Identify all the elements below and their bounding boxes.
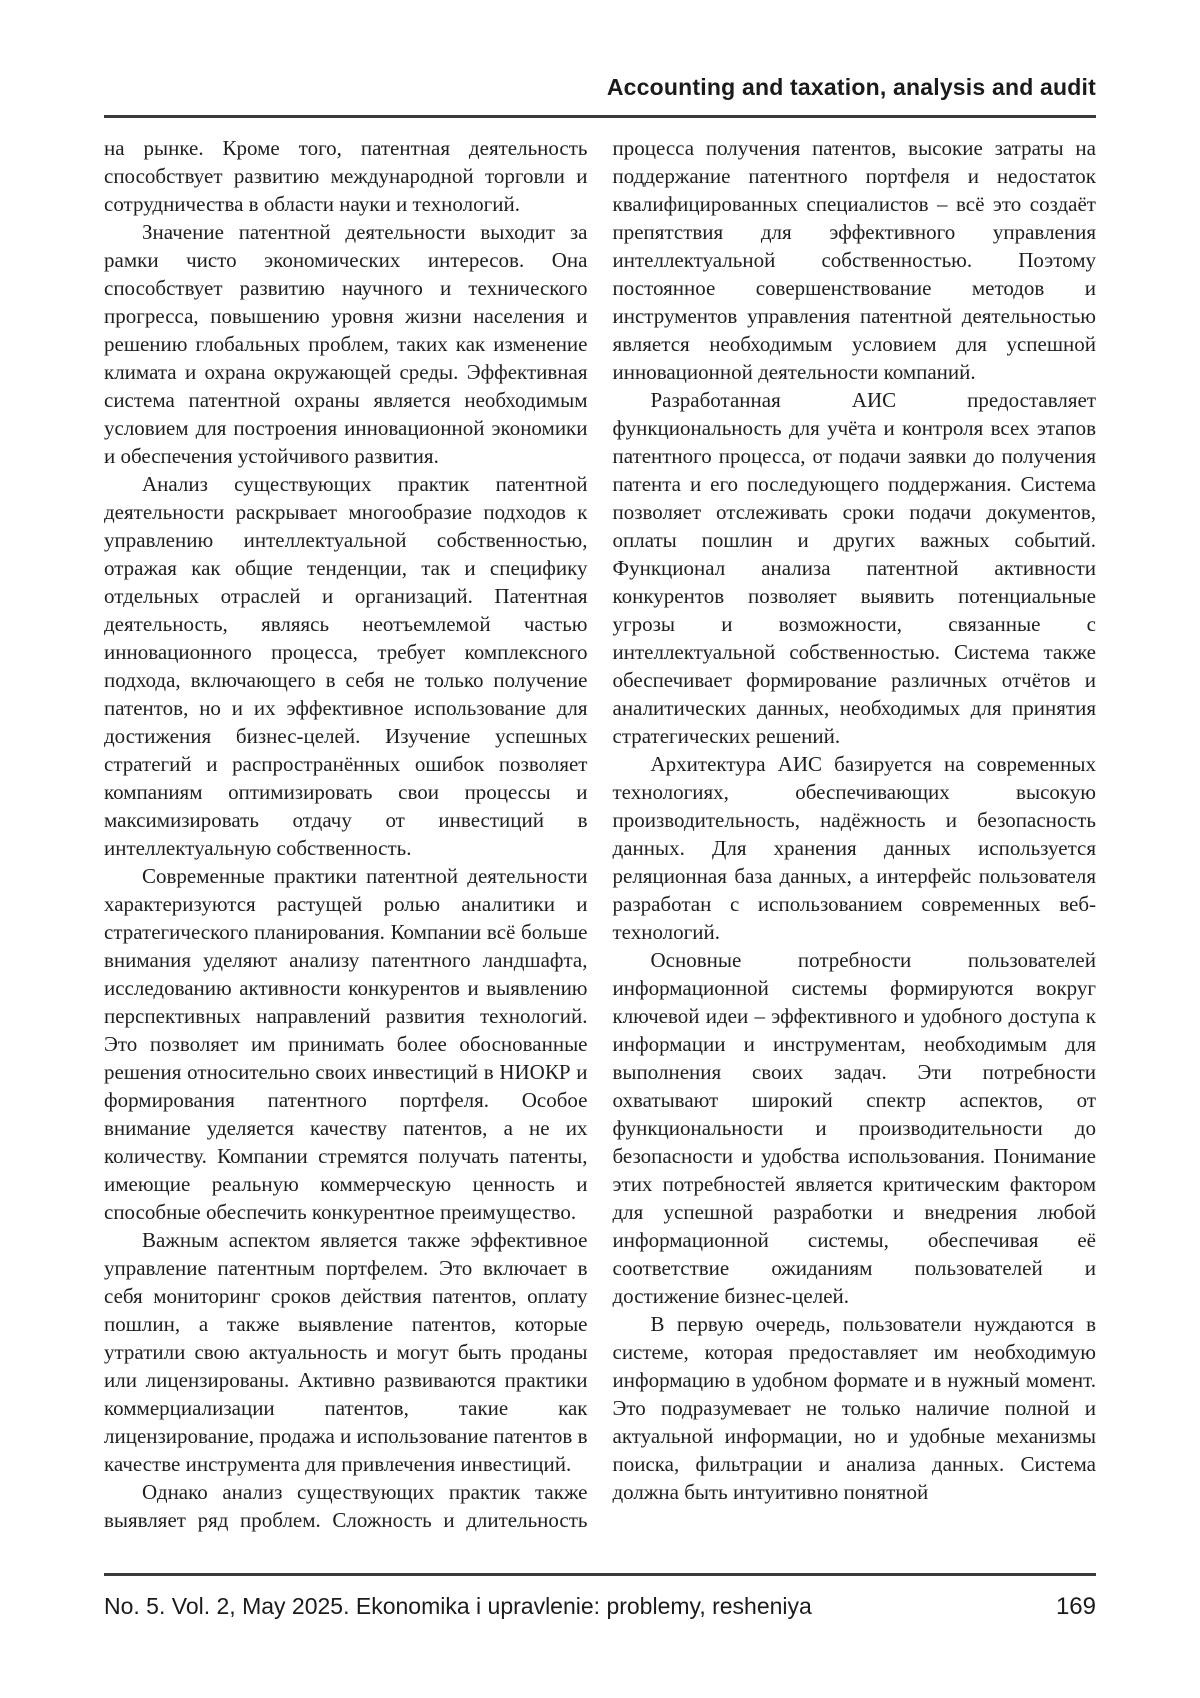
paragraph: Современные практики патентной деятельности характеризуются растущей ролью аналитики и стратегического планирования. Компании всё больше внимания уделяют анализу патентного ландшафта, исследованию активности конкурентов и выявлению перспективных направлений развития технологий. Это позволяет им принимать более обоснованные решения относительно своих инвестиций в НИОКР и формирования патентного портфеля. Особое внимание уделяется качеству патентов, а не их количеству. Компании стремятся получать патенты, имеющие реальную коммерческую ценность и способные обеспечить конкурентное преимущество. (104, 864, 588, 1224)
header-rule (104, 115, 1096, 118)
paragraph: Значение патентной деятельности выходит за рамки чисто экономических интересов. Она способствует развитию научного и технического прогресса, повышению уровня жизни населения и решению глобальных проблем, таких как изменение климата и охрана окружающей среды. Эффективная система патентной охраны является необходимым условием для построения инновационной экономики и обеспечения устойчивого развития. (104, 220, 588, 468)
paragraph: Архитектура АИС базируется на современных технологиях, обеспечивающих высокую производительность, надёжность и безопасность данных. Для хранения данных используется реляционная база данных, а интерфейс пользователя разработан с использованием современных веб-технологий. (612, 752, 1096, 944)
article-body (104, 134, 1096, 1556)
paragraph: Однако анализ существующих практик также выявляет ряд проблем. Сложность и длительность процесса получения патентов, высокие затраты на поддержание патентного портфеля и недостаток квалифицированных специалистов – всё это создаёт препятствия для эффективного управления интеллектуальной собственностью. Поэтому постоянное совершенствование методов и инструментов управления патентной деятельностью является необходимым условием для успешной инновационной деятельности компаний. (104, 136, 1096, 1532)
issue-line: No. 5. Vol. 2, May 2025. Ekonomika i upravlenie: problemy, resheniya (104, 1593, 812, 1619)
paragraph: Разработанная АИС предоставляет функциональность для учёта и контроля всех этапов патентного процесса, от подачи заявки до получения патента и его последующего поддержания. Система позволяет отслеживать сроки подачи документов, оплаты пошлин и других важных событий. Функционал анализа патентной активности конкурентов позволяет выявить потенциальные угрозы и возможности, связанные с интеллектуальной собственностью. Система также обеспечивает формирование различных отчётов и аналитических данных, необходимых для принятия стратегических решений. (612, 388, 1096, 748)
page-footer (104, 1573, 1096, 1621)
page-number: 169 (1055, 1593, 1096, 1620)
paragraph: Важным аспектом является также эффективное управление патентным портфелем. Это включает в себя мониторинг сроков действия патентов, оплату пошлин, а также выявление патентов, которые утратили свою актуальность и могут быть проданы или лицензированы. Активно развиваются практики коммерциализации патентов, такие как лицензирование, продажа и использование патентов в качестве инструмента для привлечения инвестиций. (104, 1228, 588, 1476)
paragraph: на рынке. Кроме того, патентная деятельность способствует развитию международной торговли и сотрудничества в области науки и технологий. (104, 136, 588, 216)
paragraph: Основные потребности пользователей информационной системы формируются вокруг ключевой идеи – эффективного и удобного доступа к информации и инструментам, необходимым для выполнения своих задач. Эти потребности охватывают широкий спектр аспектов, от функциональности и производительности до безопасности и удобства использования. Понимание этих потребностей является критическим фактором для успешной разработки и внедрения любой информационной системы, обеспечивая её соответствие ожиданиям пользователей и достижение бизнес-целей. (612, 948, 1096, 1308)
footer-row (104, 1576, 1096, 1621)
paragraph: В первую очередь, пользователи нуждаются в системе, которая предоставляет им необходимую информацию в удобном формате и в нужный момент. Это подразумевает не только наличие полной и актуальной информации, но и удобные механизмы поиска, фильтрации и анализа данных. Система должна быть интуитивно понятной (612, 1312, 1096, 1504)
paragraph: Анализ существующих практик патентной деятельности раскрывает многообразие подходов к управлению интеллектуальной собственностью, отражая как общие тенденции, так и специфику отдельных отраслей и организаций. Патентная деятельность, являясь неотъемлемой частью инновационного процесса, требует комплексного подхода, включающего в себя не только получение патентов, но и их эффективное использование для достижения бизнес-целей. Изучение успешных стратегий и распространённых ошибок позволяет компаниям оптимизировать свои процессы и максимизировать отдачу от инвестиций в интеллектуальную собственность. (104, 472, 588, 860)
running-head: Accounting and taxation, analysis and audit (606, 74, 1096, 100)
